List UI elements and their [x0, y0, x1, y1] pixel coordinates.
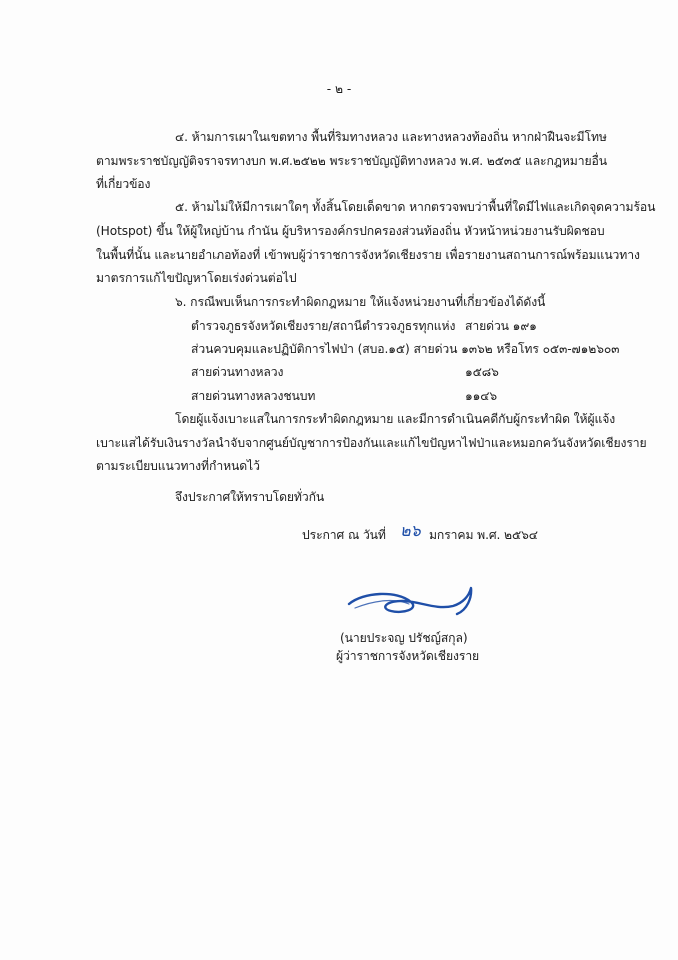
item4-line3: ที่เกี่ยวข้อง: [96, 177, 151, 191]
reward-line3: ตามระเบียบแนวทางที่กำหนดไว้: [96, 459, 260, 473]
contact-name: ตำรวจภูธรจังหวัดเชียงราย/สถานีตำรวจภูธรทุกแห่ง: [191, 319, 456, 333]
contact-number: ๑๕๘๖: [465, 365, 499, 379]
date-month-year: มกราคม พ.ศ. ๒๕๖๔: [429, 528, 538, 542]
signature-image: [345, 582, 481, 632]
contact-number: สายด่วน ๑๙๑: [465, 319, 537, 333]
item5-line1: ๕. ห้ามไม่ให้มีการเผาใดๆ ทั้งสิ้นโดยเด็ดขาด หากตรวจพบว่าพื้นที่ใดมีไฟและเกิดจุดความร้อน: [175, 200, 656, 214]
announcement: จึงประกาศให้ทราบโดยทั่วกัน: [175, 490, 325, 504]
item5-line3: ในพื้นที่นั้น และนายอำเภอท้องที่ เข้าพบผู้ว่าราชการจังหวัดเชียงราย เพื่อรายงานสถานการณ์พร้อมแนวทาง: [96, 248, 640, 262]
page-number: - ๒ -: [326, 82, 352, 96]
contact-name: สายด่วนทางหลวง: [191, 365, 284, 379]
signer-title: ผู้ว่าราชการจังหวัดเชียงราย: [336, 649, 480, 663]
item6-intro: ๖. กรณีพบเห็นการกระทำผิดกฎหมาย ให้แจ้งหน่วยงานที่เกี่ยวข้องได้ดังนี้: [175, 295, 546, 309]
date-day-handwritten: ๒๖: [400, 521, 421, 540]
item4-line1: ๔. ห้ามการเผาในเขตทาง พื้นที่ริมทางหลวง และทางหลวงท้องถิ่น หากฝ่าฝืนจะมีโทษ: [175, 130, 607, 144]
date-prefix: ประกาศ ณ วันที่: [302, 528, 386, 542]
reward-line1: โดยผู้แจ้งเบาะแสในการกระทำผิดกฎหมาย และมีการดำเนินคดีกับผู้กระทำผิด ให้ผู้แจ้ง: [175, 412, 616, 426]
contact-name: ส่วนควบคุมและปฏิบัติการไฟป่า (สบอ.๑๕) สายด่วน ๑๓๖๒ หรือโทร ๐๕๓-๗๑๒๖๐๓: [191, 342, 620, 356]
item5-line2: (Hotspot) ขึ้น ให้ผู้ใหญ่บ้าน กำนัน ผู้บริหารองค์กรปกครองส่วนท้องถิ่น หัวหน้าหน่วยงานรับผิดชอบ: [96, 224, 605, 238]
signer-name: (นายประจญ ปรัชญ์สกุล): [340, 631, 468, 645]
item4-line2: ตามพระราชบัญญัติจราจรทางบก พ.ศ.๒๕๒๒ พระราชบัญญัติทางหลวง พ.ศ. ๒๕๓๕ และกฎหมายอื่น: [96, 154, 607, 168]
reward-line2: เบาะแสได้รับเงินรางวัลนำจับจากศูนย์บัญชาการป้องกันและแก้ไขปัญหาไฟป่าและหมอกควันจังหวัดเชียงราย: [96, 436, 647, 450]
item5-line4: มาตรการแก้ไขปัญหาโดยเร่งด่วนต่อไป: [96, 271, 297, 285]
contact-name: สายด่วนทางหลวงชนบท: [191, 389, 316, 403]
contact-number: ๑๑๔๖: [465, 389, 498, 403]
